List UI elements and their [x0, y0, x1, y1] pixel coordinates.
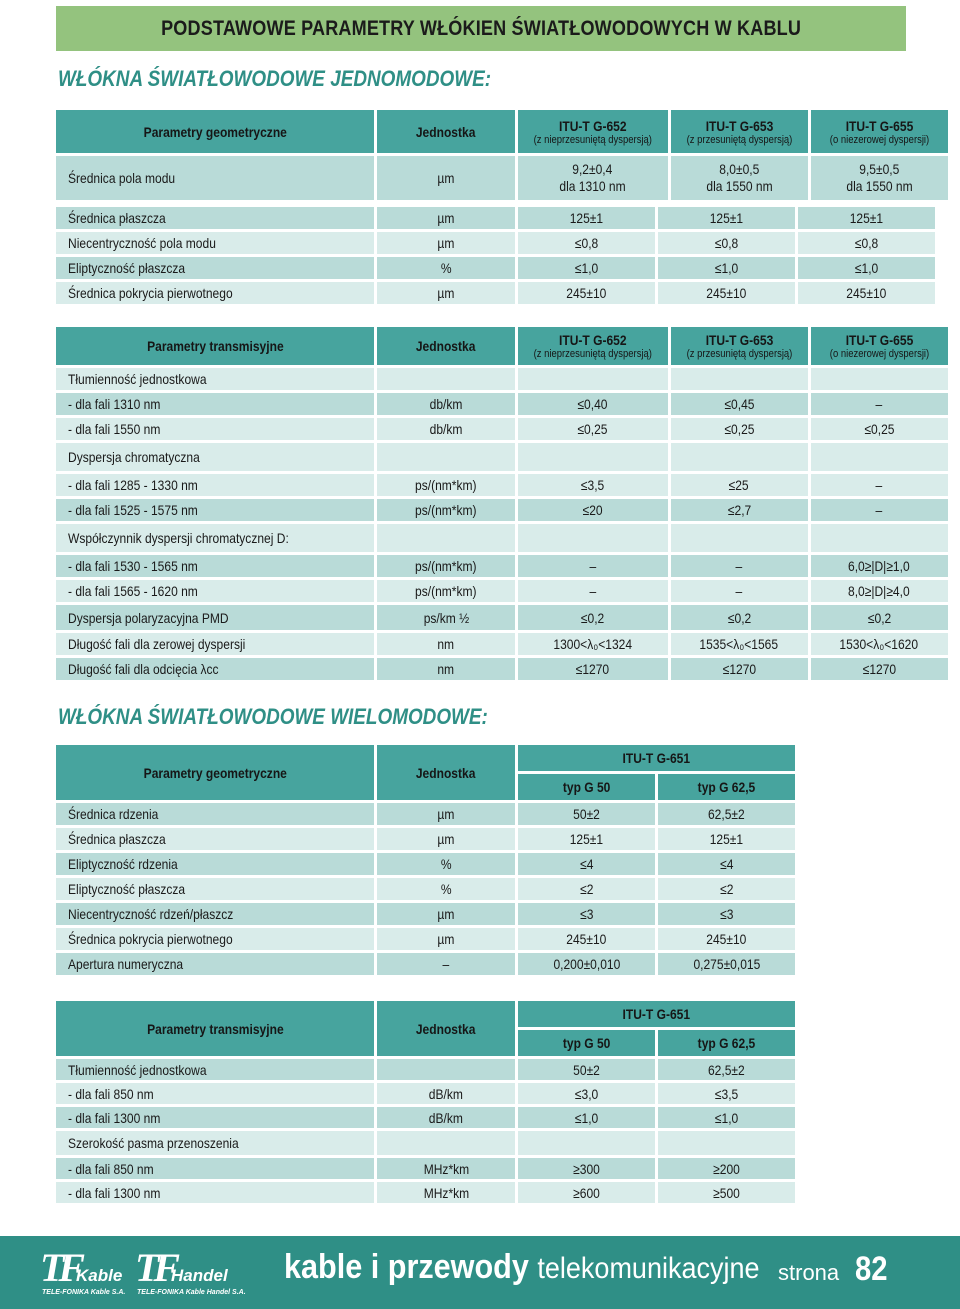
- row-value: ≤0,2: [671, 605, 808, 630]
- row-value: ≥200: [658, 1158, 795, 1179]
- table-row: [56, 232, 935, 254]
- header-typ-g50: typ G 50: [518, 774, 655, 800]
- footer-tagline: [284, 1248, 760, 1287]
- row-value: ≤1,0: [518, 1107, 655, 1128]
- row-value: 62,5±2: [658, 803, 795, 825]
- row-value: ≥600: [518, 1182, 655, 1203]
- table-row: [56, 368, 948, 390]
- row-unit: [377, 368, 515, 390]
- row-unit: µm: [377, 207, 515, 229]
- table-row: [56, 1131, 795, 1155]
- row-value: ≤1,0: [798, 257, 935, 279]
- row-unit: dB/km: [377, 1107, 515, 1128]
- row-value: 125±1: [518, 207, 655, 229]
- row-unit: µm: [377, 232, 515, 254]
- row-unit: %: [377, 878, 515, 900]
- row-value: 125±1: [658, 828, 795, 850]
- row-unit: %: [377, 257, 515, 279]
- header-g653: ITU-T G-653 (z przesuniętą dyspersją): [671, 327, 808, 365]
- row-value: 125±1: [798, 207, 935, 229]
- row-label: - dla fali 1530 - 1565 nm: [56, 555, 374, 577]
- row-value: [811, 524, 948, 552]
- page-label: strona: [778, 1260, 840, 1285]
- header-unit: Jednostka: [377, 327, 515, 365]
- header-g652: ITU-T G-652 (z nieprzesuniętą dyspersją): [518, 327, 668, 365]
- row-value: ≤0,25: [811, 418, 948, 440]
- row-label: - dla fali 1310 nm: [56, 393, 374, 415]
- table-row: [56, 393, 948, 415]
- row-label: - dla fali 1300 nm: [56, 1182, 374, 1203]
- row-label: Współczynnik dyspersji chromatycznej D:: [56, 524, 374, 552]
- row-value: ≤2: [658, 878, 795, 900]
- row-value: [671, 443, 808, 471]
- row-value: [811, 368, 948, 390]
- row-value: ≤1,0: [658, 1107, 795, 1128]
- row-value: [518, 1131, 655, 1155]
- row-value: ≤0,8: [518, 232, 655, 254]
- row-label: Średnica pokrycia pierwotnego: [56, 928, 374, 950]
- table-row: [56, 443, 948, 471]
- table-row: [56, 418, 948, 440]
- table-row: [56, 853, 795, 875]
- header-typ-g50: typ G 50: [518, 1030, 655, 1056]
- row-label: - dla fali 1550 nm: [56, 418, 374, 440]
- row-unit: ps/(nm*km): [377, 580, 515, 602]
- row-unit: db/km: [377, 393, 515, 415]
- singlemode-transmission-table: [53, 324, 951, 683]
- row-value: ≤0,2: [811, 605, 948, 630]
- row-value: [518, 524, 668, 552]
- header-param: Parametry geometryczne: [56, 745, 374, 800]
- section-title-singlemode: WŁÓKNA ŚWIATŁOWODOWE JEDNOMODOWE:: [58, 66, 492, 91]
- table-row: [56, 1059, 795, 1080]
- row-unit: ps/(nm*km): [377, 555, 515, 577]
- row-label: Tłumienność jednostkowa: [56, 1059, 374, 1080]
- row-value: 50±2: [518, 1059, 655, 1080]
- row-unit: db/km: [377, 418, 515, 440]
- header-g653: ITU-T G-653 (z przesuniętą dyspersją): [671, 110, 808, 153]
- header-unit: Jednostka: [377, 1001, 515, 1056]
- row-label: - dla fali 1285 - 1330 nm: [56, 474, 374, 496]
- row-unit: ps/km ½: [377, 605, 515, 630]
- table-row: [56, 1083, 795, 1104]
- table-row: [56, 928, 795, 950]
- row-value: ≤1,0: [518, 257, 655, 279]
- footer-bar: [0, 1236, 960, 1309]
- row-label: - dla fali 1565 - 1620 nm: [56, 580, 374, 602]
- row-value: 245±10: [658, 928, 795, 950]
- header-unit: Jednostka: [377, 110, 515, 153]
- row-value: 1300<λ₀<1324: [518, 633, 668, 655]
- row-value: ≤0,25: [518, 418, 668, 440]
- row-label: Długość fali dla odcięcia λcc: [56, 658, 374, 680]
- row-value: –: [518, 580, 668, 602]
- row-value: ≤1270: [811, 658, 948, 680]
- row-value: ≥300: [518, 1158, 655, 1179]
- row-value: ≤3: [658, 903, 795, 925]
- page-title-banner: [56, 6, 906, 51]
- row-value: ≤3,0: [518, 1083, 655, 1104]
- row-label: Średnica płaszcza: [56, 207, 374, 229]
- row-unit: ps/(nm*km): [377, 499, 515, 521]
- row-value: 1535<λ₀<1565: [671, 633, 808, 655]
- row-unit: –: [377, 953, 515, 975]
- row-value: 245±10: [518, 928, 655, 950]
- table-row: [56, 555, 948, 577]
- table-row: [56, 605, 948, 630]
- row-value: ≤0,40: [518, 393, 668, 415]
- row-value: [518, 368, 668, 390]
- row-value: ≤1,0: [658, 257, 795, 279]
- row-label: Niecentryczność rdzeń/płaszcz: [56, 903, 374, 925]
- table-row: [56, 658, 948, 680]
- table-row: [56, 903, 795, 925]
- table-row: [56, 524, 948, 552]
- header-g651: ITU-T G-651: [518, 1001, 795, 1027]
- row-value: ≤0,2: [518, 605, 668, 630]
- row-label: Eliptyczność rdzenia: [56, 853, 374, 875]
- table-row: [56, 953, 795, 975]
- row-label: - dla fali 850 nm: [56, 1158, 374, 1179]
- row-unit: µm: [377, 803, 515, 825]
- row-label: Eliptyczność płaszcza: [56, 257, 374, 279]
- table-row: [56, 1107, 795, 1128]
- row-value: [811, 443, 948, 471]
- row-label: Szerokość pasma przenoszenia: [56, 1131, 374, 1155]
- row-value: 8,0≥|D|≥4,0: [811, 580, 948, 602]
- row-value: 245±10: [798, 282, 935, 304]
- table-row: [56, 828, 795, 850]
- table-row: Średnica pola modu µm 9,2±0,4 dla 1310 nm 8,0±0,5 dla 1550 nm 9,5±0,5 dla 1550 nm: [56, 156, 948, 200]
- row-unit: µm: [377, 928, 515, 950]
- multimode-transmission-table: [53, 998, 798, 1206]
- row-label: Tłumienność jednostkowa: [56, 368, 374, 390]
- row-value: [658, 1131, 795, 1155]
- row-unit: [377, 443, 515, 471]
- tagline-light: telekomunikacyjne: [537, 1252, 760, 1285]
- row-value: 125±1: [658, 207, 795, 229]
- row-unit: ps/(nm*km): [377, 474, 515, 496]
- row-value: –: [671, 580, 808, 602]
- table-row: [56, 257, 935, 279]
- table-row: [56, 474, 948, 496]
- row-value: ≤0,45: [671, 393, 808, 415]
- row-label: Eliptyczność płaszcza: [56, 878, 374, 900]
- row-value: ≥500: [658, 1182, 795, 1203]
- header-g651: ITU-T G-651: [518, 745, 795, 771]
- row-value: [671, 368, 808, 390]
- row-unit: µm: [377, 282, 515, 304]
- header-param: Parametry transmisyjne: [56, 1001, 374, 1056]
- row-unit: %: [377, 853, 515, 875]
- table-row: [56, 633, 948, 655]
- row-value: ≤2,7: [671, 499, 808, 521]
- header-unit: Jednostka: [377, 745, 515, 800]
- table-row: [56, 803, 795, 825]
- singlemode-geometric-table: [53, 107, 951, 203]
- row-value: ≤20: [518, 499, 668, 521]
- row-label: Średnica płaszcza: [56, 828, 374, 850]
- table-row: [56, 1158, 795, 1179]
- row-value: ≤3,5: [658, 1083, 795, 1104]
- section-title-multimode: WŁÓKNA ŚWIATŁOWODOWE WIELOMODOWE:: [58, 704, 488, 729]
- header-typ-g625: typ G 62,5: [658, 774, 795, 800]
- multimode-geometric-table: [53, 742, 798, 978]
- row-value: 125±1: [518, 828, 655, 850]
- row-value: 6,0≥|D|≥1,0: [811, 555, 948, 577]
- header-g655: ITU-T G-655 (o niezerowej dyspersji): [811, 110, 948, 153]
- row-value: [671, 524, 808, 552]
- header-param: Parametry transmisyjne: [56, 327, 374, 365]
- table-row: [56, 207, 935, 229]
- row-unit: [377, 1059, 515, 1080]
- row-label: Średnica rdzenia: [56, 803, 374, 825]
- row-value: 245±10: [658, 282, 795, 304]
- row-value: ≤0,8: [658, 232, 795, 254]
- page-title: PODSTAWOWE PARAMETRY WŁÓKIEN ŚWIATŁOWODOWYCH W KABLU: [160, 16, 801, 40]
- tagline-bold: kable i przewody: [284, 1248, 529, 1286]
- row-value: ≤3,5: [518, 474, 668, 496]
- row-value: 245±10: [518, 282, 655, 304]
- row-unit: MHz*km: [377, 1158, 515, 1179]
- header-g652: ITU-T G-652 (z nieprzesuniętą dyspersją): [518, 110, 668, 153]
- row-label: Niecentryczność pola modu: [56, 232, 374, 254]
- row-label: - dla fali 1300 nm: [56, 1107, 374, 1128]
- row-unit: nm: [377, 658, 515, 680]
- row-label: Długość fali dla zerowej dyspersji: [56, 633, 374, 655]
- row-unit: [377, 1131, 515, 1155]
- row-value: [518, 443, 668, 471]
- row-value: 1530<λ₀<1620: [811, 633, 948, 655]
- header-typ-g625: typ G 62,5: [658, 1030, 795, 1056]
- row-value: ≤25: [671, 474, 808, 496]
- row-value: ≤3: [518, 903, 655, 925]
- row-unit: [377, 524, 515, 552]
- table-row: [56, 1182, 795, 1203]
- row-value: ≤4: [518, 853, 655, 875]
- singlemode-geometric-table-body: [53, 204, 938, 307]
- row-label: - dla fali 850 nm: [56, 1083, 374, 1104]
- row-value: –: [811, 393, 948, 415]
- row-value: 50±2: [518, 803, 655, 825]
- table-row: [56, 499, 948, 521]
- row-label: - dla fali 1525 - 1575 nm: [56, 499, 374, 521]
- row-unit: MHz*km: [377, 1182, 515, 1203]
- row-value: ≤0,25: [671, 418, 808, 440]
- row-label: Dyspersja chromatyczna: [56, 443, 374, 471]
- tf-handel-logo: TF Handel TELE-FONIKA Kable Handel S.A.: [135, 1245, 246, 1296]
- row-value: ≤2: [518, 878, 655, 900]
- row-value: ≤1270: [518, 658, 668, 680]
- row-unit: µm: [377, 828, 515, 850]
- row-value: 0,275±0,015: [658, 953, 795, 975]
- row-value: 0,200±0,010: [518, 953, 655, 975]
- header-g655: ITU-T G-655 (o niezerowej dyspersji): [811, 327, 948, 365]
- row-unit: dB/km: [377, 1083, 515, 1104]
- row-value: –: [518, 555, 668, 577]
- row-label: Średnica pokrycia pierwotnego: [56, 282, 374, 304]
- table-row: [56, 282, 935, 304]
- row-value: ≤4: [658, 853, 795, 875]
- tf-kable-logo: TF Kable TELE-FONIKA Kable S.A.: [40, 1245, 126, 1296]
- row-value: ≤1270: [671, 658, 808, 680]
- row-value: –: [811, 474, 948, 496]
- page-number: 82: [855, 1250, 888, 1288]
- row-label: Apertura numeryczna: [56, 953, 374, 975]
- row-value: 62,5±2: [658, 1059, 795, 1080]
- table-row: [56, 878, 795, 900]
- row-value: ≤0,8: [798, 232, 935, 254]
- row-value: –: [671, 555, 808, 577]
- row-label: Dyspersja polaryzacyjna PMD: [56, 605, 374, 630]
- row-unit: µm: [377, 903, 515, 925]
- row-unit: nm: [377, 633, 515, 655]
- row-value: –: [811, 499, 948, 521]
- header-param: Parametry geometryczne: [56, 110, 374, 153]
- table-row: [56, 580, 948, 602]
